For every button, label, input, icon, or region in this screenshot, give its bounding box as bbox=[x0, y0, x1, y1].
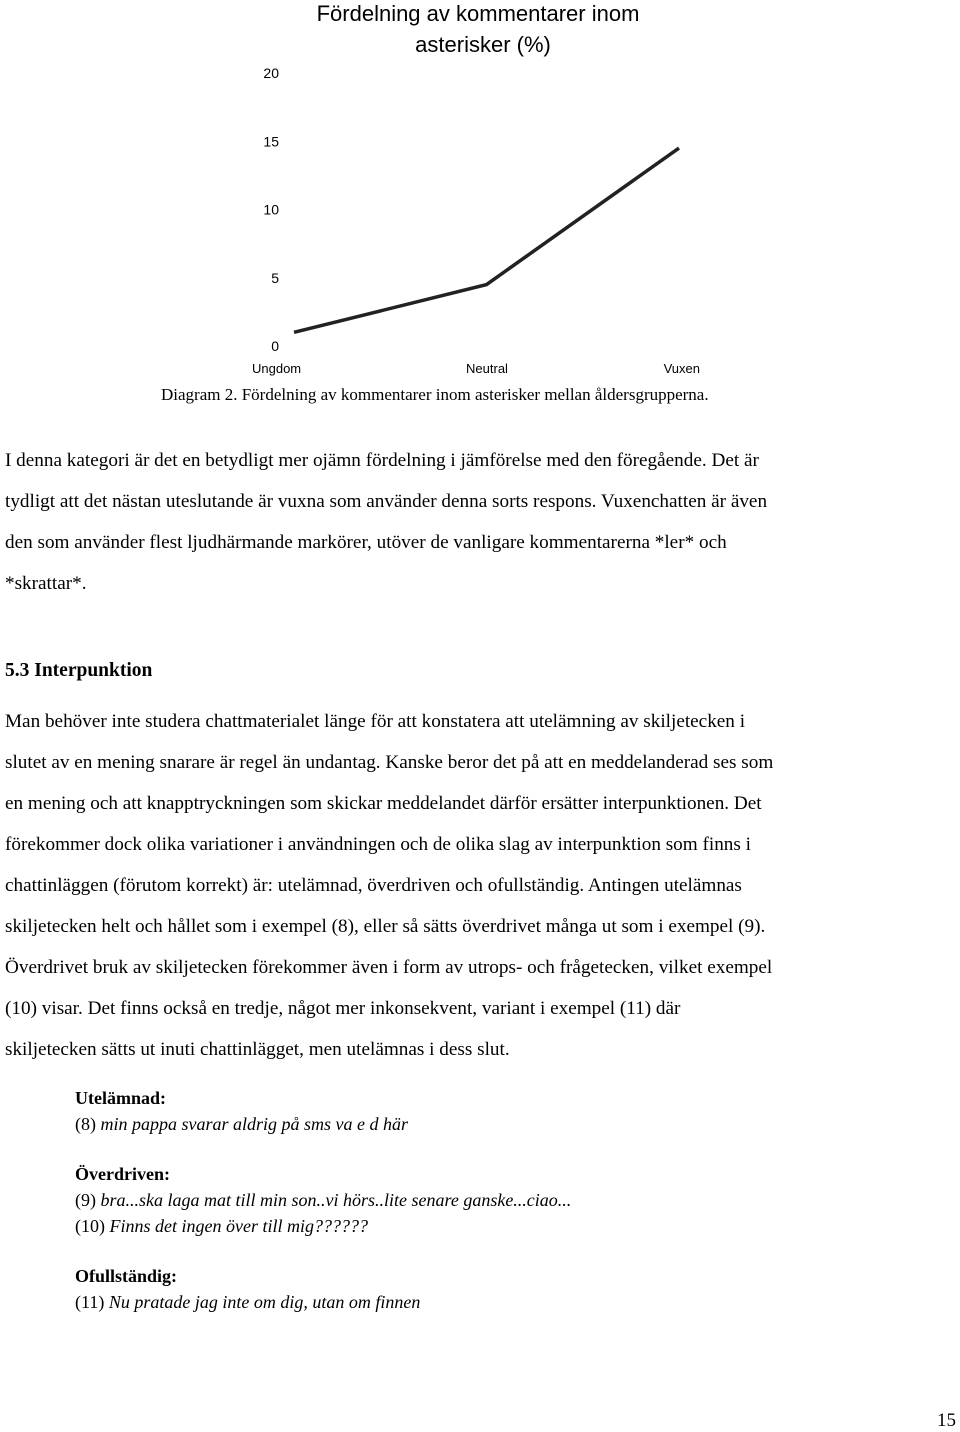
chart-caption: Diagram 2. Fördelning av kommentarer inom asterisker mellan åldersgrupperna. bbox=[161, 385, 709, 404]
paragraph-line: Överdrivet bruk av skiljetecken förekommer även i form av utrops- och frågetecken, vilket exempel bbox=[5, 957, 773, 978]
example-text: bra...ska laga mat till min son..vi hörs..lite senare ganske...ciao... bbox=[100, 1190, 572, 1210]
example-text: Nu pratade jag inte om dig, utan om finnen bbox=[108, 1292, 421, 1312]
x-tick-label: Vuxen bbox=[663, 361, 700, 376]
section-heading: 5.3 Interpunktion bbox=[5, 660, 153, 681]
chart-title-line-1: Fördelning av kommentarer inom bbox=[316, 1, 640, 26]
x-tick-label: Ungdom bbox=[252, 361, 302, 376]
page-number: 15 bbox=[937, 1410, 956, 1431]
example-number: (10) bbox=[75, 1216, 105, 1236]
paragraph-line: chattinläggen (förutom korrekt) är: utelämnad, överdriven och ofullständig. Antingen utelämnas bbox=[5, 875, 742, 896]
paragraph-line: I denna kategori är det en betydligt mer ojämn fördelning i jämförelse med den föregående. Det är bbox=[5, 450, 759, 471]
example-number: (11) bbox=[75, 1292, 105, 1312]
paragraph-line: tydligt att det nästan uteslutande är vuxna som använder denna sorts respons. Vuxenchatten är även bbox=[5, 491, 768, 512]
y-tick-label: 5 bbox=[271, 269, 279, 286]
example-heading-incomplete: Ofullständig: bbox=[75, 1266, 178, 1286]
paragraph-line: den som använder flest ljudhärmande markörer, utöver de vanligare kommentarerna *ler* och bbox=[5, 532, 727, 553]
line-chart bbox=[0, 0, 960, 390]
paragraph-line: skiljetecken sätts ut inuti chattinlägget, men utelämnas i dess slut. bbox=[5, 1039, 510, 1060]
example-item bbox=[75, 1213, 571, 1239]
x-tick-label: Neutral bbox=[466, 361, 508, 376]
series-layer bbox=[294, 148, 679, 332]
y-tick-label: 20 bbox=[263, 65, 279, 81]
y-tick-label: 15 bbox=[263, 133, 279, 150]
example-heading-excessive: Överdriven: bbox=[75, 1164, 170, 1184]
example-heading-omitted: Utelämnad: bbox=[75, 1088, 166, 1108]
paragraph-line: en mening och att knapptryckningen som skickar meddelandet därför ersätter interpunktionen. Det bbox=[5, 793, 762, 814]
series-line bbox=[294, 148, 679, 332]
example-item bbox=[75, 1187, 571, 1213]
x-axis-ticks bbox=[252, 361, 700, 376]
paragraph-line: förekommer dock olika variationer i användningen och de olika slag av interpunktion som finns i bbox=[5, 834, 751, 855]
paragraph-line: skiljetecken helt och hållet som i exempel (8), eller så sätts överdrivet många ut som i exempel (9). bbox=[5, 916, 766, 937]
example-text: min pappa svarar aldrig på sms va e d här bbox=[100, 1114, 409, 1134]
paragraph-line: (10) visar. Det finns också en tredje, något mer inkonsekvent, variant i exempel (11) där bbox=[5, 998, 681, 1019]
y-tick-label: 0 bbox=[271, 338, 279, 354]
paragraph-line: *skrattar*. bbox=[5, 573, 87, 594]
example-item bbox=[75, 1289, 571, 1315]
paragraph-interpunction bbox=[5, 701, 960, 1070]
example-item bbox=[75, 1111, 571, 1137]
y-axis-ticks bbox=[263, 65, 279, 354]
example-number: (8) bbox=[75, 1114, 96, 1134]
example-text: Finns det ingen över till mig?????? bbox=[109, 1216, 368, 1236]
chart-title-line-2: asterisker (%) bbox=[415, 32, 551, 57]
paragraph-comparison bbox=[5, 440, 960, 604]
example-number: (9) bbox=[75, 1190, 96, 1210]
paragraph-line: Man behöver inte studera chattmaterialet länge för att konstatera att utelämning av skiljetecken i bbox=[5, 711, 746, 732]
paragraph-line: slutet av en mening snarare är regel än undantag. Kanske beror det på att en meddelanderad ses som bbox=[5, 752, 774, 773]
examples-block bbox=[75, 1085, 571, 1315]
y-tick-label: 10 bbox=[263, 201, 279, 218]
